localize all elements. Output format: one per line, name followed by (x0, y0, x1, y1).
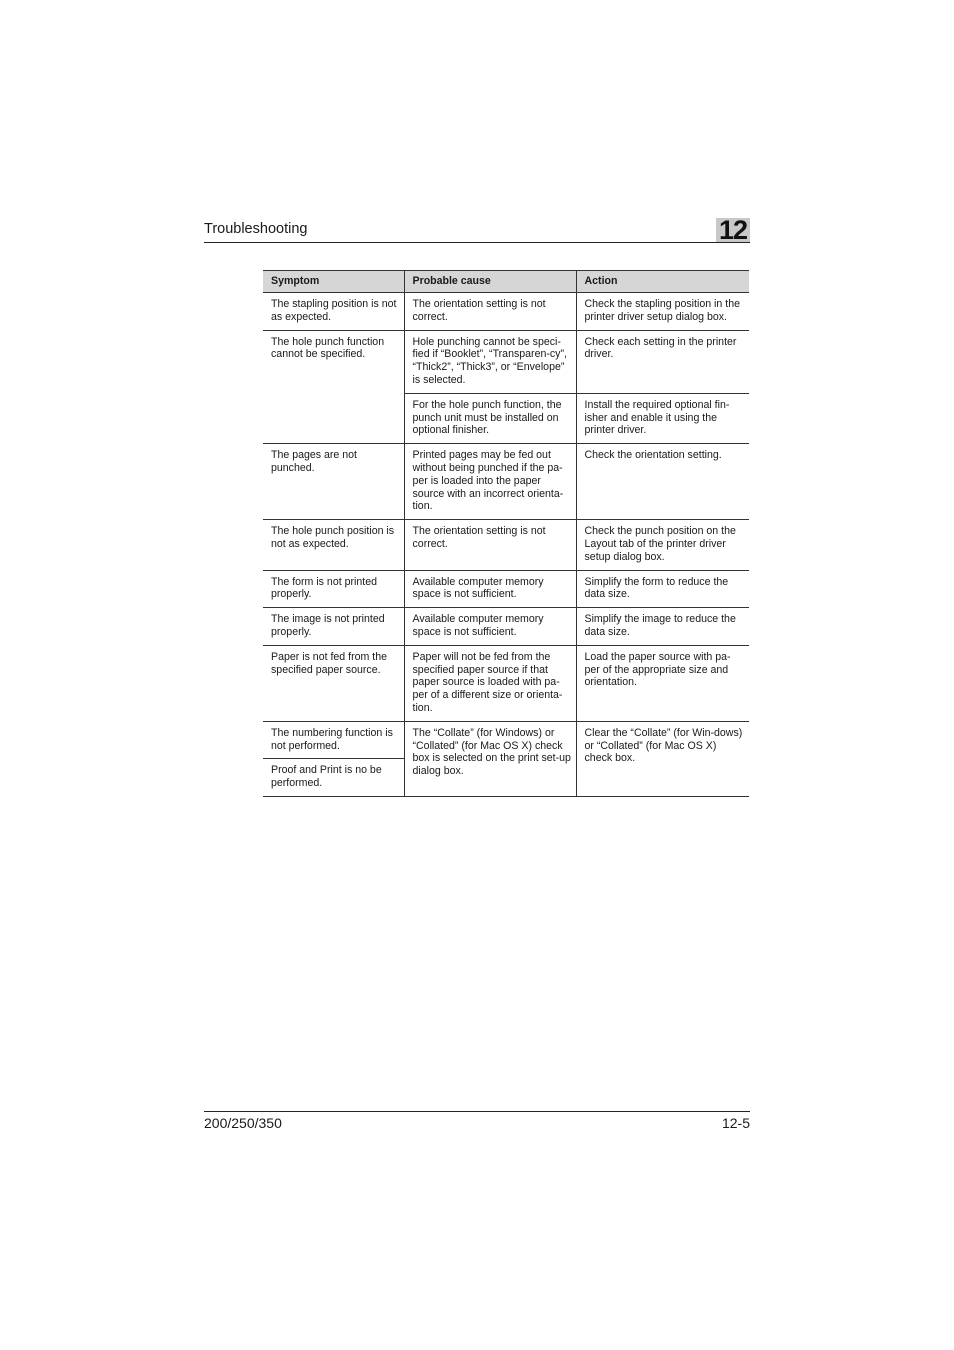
symptom-cell: The image is not printed properly. (263, 608, 404, 646)
table-row (263, 330, 749, 393)
column-header-probable-cause: Probable cause (404, 271, 576, 293)
symptom-cell: Paper is not fed from the specified paper source. (263, 645, 404, 721)
column-header-action: Action (576, 271, 749, 293)
table-row (263, 293, 749, 331)
chapter-number: 12 (719, 215, 748, 245)
cause-cell: Paper will not be fed from the specified paper source if that paper source is loaded with pa-per of a different size or orienta-tion. (404, 645, 576, 721)
header-divider (204, 242, 750, 243)
table-header-row (263, 271, 749, 293)
action-cell: Simplify the image to reduce the data size. (576, 608, 749, 646)
table-row (263, 570, 749, 608)
table-row (263, 721, 749, 759)
symptom-cell: The pages are not punched. (263, 444, 404, 520)
symptom-cell: The hole punch position is not as expected. (263, 520, 404, 570)
table-row (263, 645, 749, 721)
footer-page-number: 12-5 (721, 1115, 750, 1131)
action-cell: Install the required optional fin-isher and enable it using the printer driver. (576, 393, 749, 443)
column-header-symptom: Symptom (263, 271, 404, 293)
symptom-cell: Proof and Print is no be performed. (263, 759, 404, 797)
action-cell: Check the stapling position in the printer driver setup dialog box. (576, 293, 749, 331)
cause-cell: For the hole punch function, the punch unit must be installed on optional finisher. (404, 393, 576, 443)
action-cell: Check the punch position on the Layout tab of the printer driver setup dialog box. (576, 520, 749, 570)
action-cell: Simplify the form to reduce the data size. (576, 570, 749, 608)
table-row (263, 608, 749, 646)
footer-divider (204, 1111, 750, 1112)
cause-cell: Hole punching cannot be speci-fied if “Booklet”, “Transparen-cy”, “Thick2”, “Thick3”, or “Envelope” is selected. (404, 330, 576, 393)
action-cell: Check each setting in the printer driver. (576, 330, 749, 393)
cause-cell: The “Collate” (for Windows) or “Collated” (for Mac OS X) check box is selected on the print set-up dialog box. (404, 721, 576, 796)
action-cell: Check the orientation setting. (576, 444, 749, 520)
footer-model-number: 200/250/350 (204, 1115, 282, 1131)
cause-cell: The orientation setting is not correct. (404, 293, 576, 331)
page-header-title: Troubleshooting (204, 221, 308, 237)
cause-cell: Available computer memory space is not sufficient. (404, 608, 576, 646)
cause-cell: Printed pages may be fed out without being punched if the pa-per is loaded into the paper source with an incorrect orienta-tion. (404, 444, 576, 520)
table-row (263, 444, 749, 520)
table-row (263, 520, 749, 570)
symptom-cell: The form is not printed properly. (263, 570, 404, 608)
cause-cell: The orientation setting is not correct. (404, 520, 576, 570)
troubleshooting-table (263, 270, 749, 797)
symptom-cell: The numbering function is not performed. (263, 721, 404, 759)
cause-cell: Available computer memory space is not sufficient. (404, 570, 576, 608)
symptom-cell: The hole punch function cannot be specified. (263, 330, 404, 444)
symptom-cell: The stapling position is not as expected. (263, 293, 404, 331)
action-cell: Clear the “Collate” (for Win-dows) or “Collated” (for Mac OS X) check box. (576, 721, 749, 796)
action-cell: Load the paper source with pa-per of the appropriate size and orientation. (576, 645, 749, 721)
